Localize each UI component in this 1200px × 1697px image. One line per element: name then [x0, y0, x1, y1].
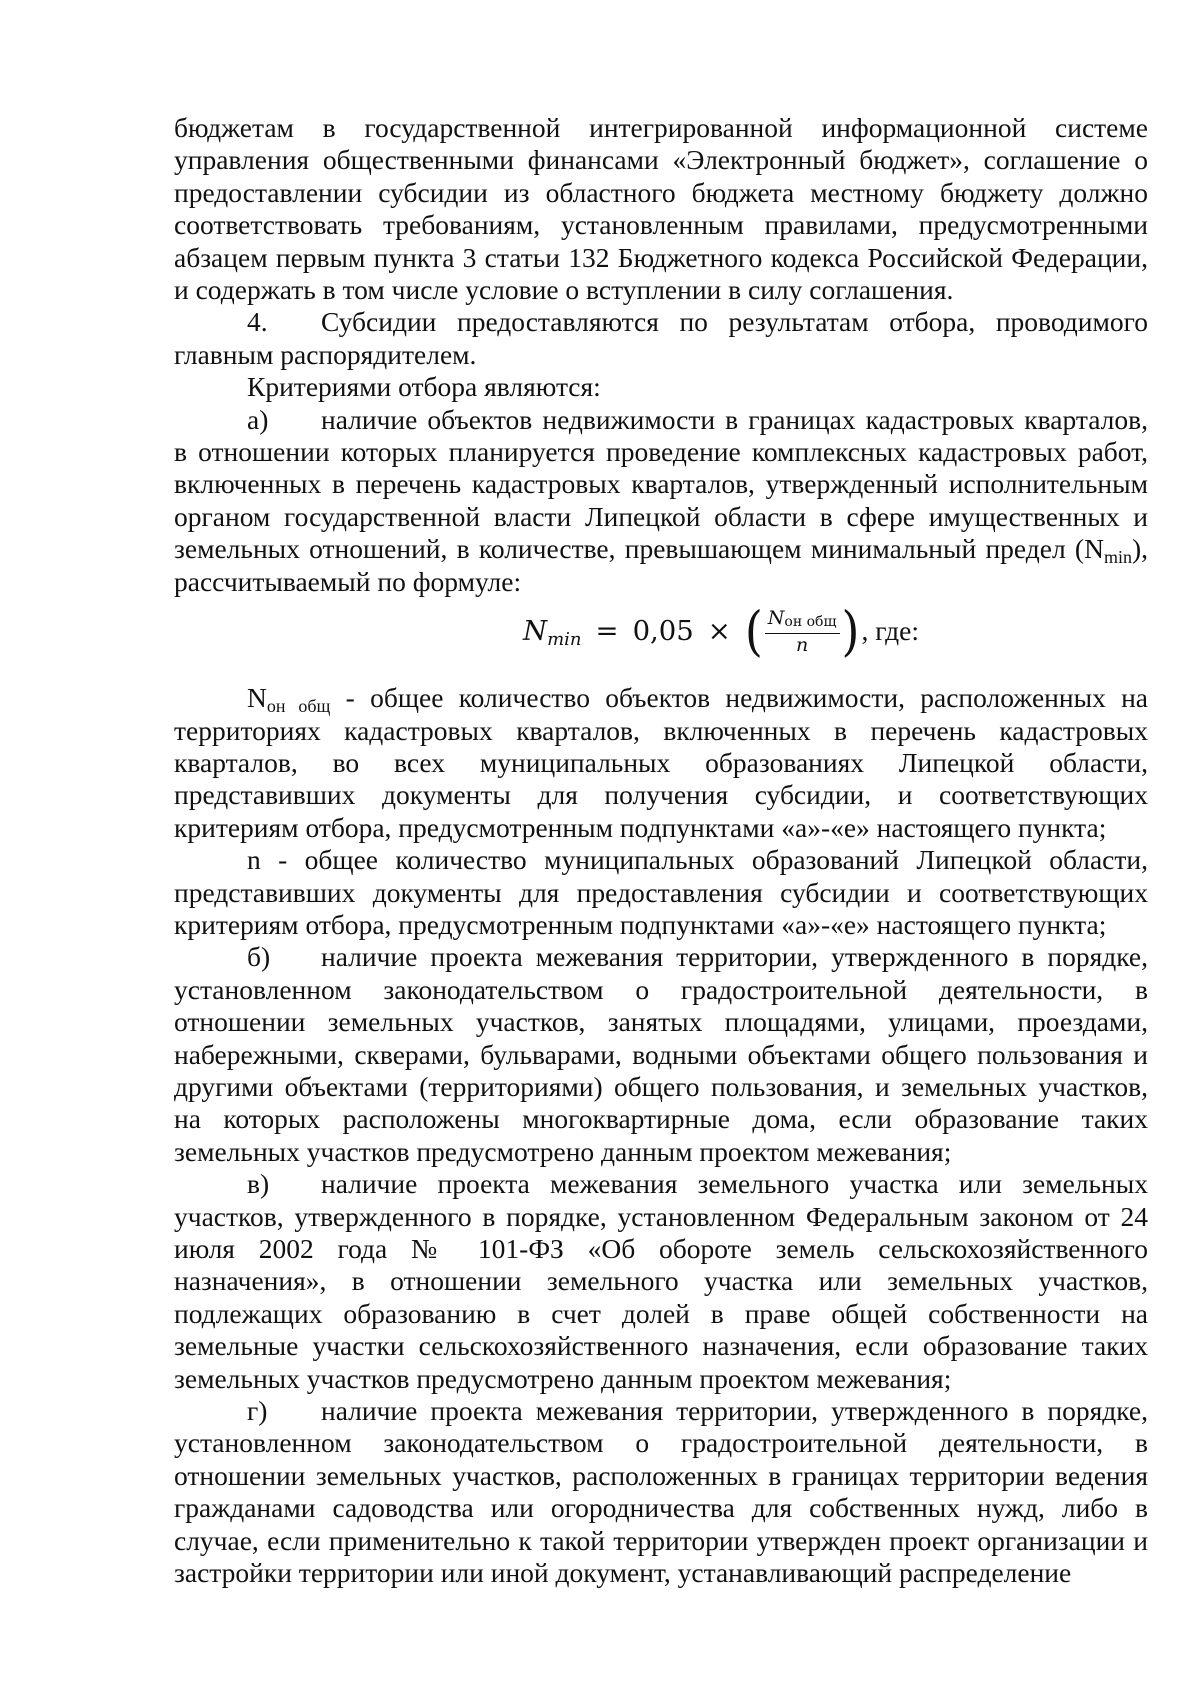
document-page	[174, 112, 1148, 1589]
fraction-numerator	[765, 607, 840, 634]
formula	[174, 598, 1148, 664]
item-label: г)	[247, 1395, 268, 1427]
definition-n	[174, 844, 1148, 941]
criterion-a	[174, 404, 1148, 598]
formula-coefficient: 0,05	[632, 614, 694, 647]
formula-symbol: N	[767, 606, 785, 629]
formula-times: ×	[707, 614, 731, 647]
formula-symbol: N	[523, 614, 548, 647]
paragraph-text: n - общее количество муниципальных образований Липецкой области, представивших документы для предоставления субсидии и соответствующих критериям отбора, предусмотренным подпунктами «а»-«е» настоящего пункта;	[174, 844, 1148, 940]
symbol: N	[247, 682, 267, 714]
paragraph-text: наличие проекта межевания земельного участка или земельных участков, утвержденного в порядке, установленном Федеральным законом от 24 июля 2002 года № 101-ФЗ «Об обороте земель сельскохозяйственного назначения», в отношении земельного участка или земельных участков, подлежащих образованию в счет долей в праве общей собственности на земельные участки сельскохозяйственного назначения, если образование таких земельных участков предусмотрено данным проектом межевания;	[174, 1168, 1148, 1394]
paragraph-text: Критериями отбора являются:	[247, 371, 601, 403]
formula-lhs	[523, 614, 582, 650]
paragraph-continuation	[174, 112, 1148, 306]
criterion-g	[174, 1395, 1148, 1589]
formula-subscript: min	[547, 628, 582, 650]
formula-fraction	[765, 607, 840, 656]
item-label: а)	[247, 403, 269, 435]
formula-tail: , где:	[861, 614, 919, 646]
formula-subscript: он общ	[784, 613, 837, 630]
item-label: б)	[247, 941, 271, 973]
paragraph-4	[174, 306, 1148, 371]
criterion-b	[174, 941, 1148, 1168]
subscript: он общ	[266, 696, 331, 717]
paragraph-text: - общее количество объектов недвижимости, расположенных на территориях кадастровых кварталов, включенных в перечень кадастровых кварталов, во всех муниципальных образованиях Липецкой области, представивших документы для получения субсидии, и соответствующих критериям отбора, предусмотренным подпунктами «а»-«е» настоящего пункта;	[174, 682, 1148, 843]
paragraph-text: наличие проекта межевания территории, утвержденного в порядке, установленном законодательством о градостроительной деятельности, в отношении земельных участков, занятых площадями, улицами, проездами, набережными, скверами, бульварами, водными объектами общего пользования и другими объектами (территориями) общего пользования, и земельных участков, на которых расположены многоквартирные дома, если образование таких земельных участков предусмотрено данным проектом межевания;	[174, 941, 1148, 1167]
paragraph-text: наличие проекта межевания территории, утвержденного в порядке, установленном законодательством о градостроительной деятельности, в отношении земельных участков, расположенных в границах территории ведения гражданами садоводства или огородничества для собственных нужд, либо в случае, если применительно к такой территории утвержден проект организации и застройки территории или иной документ, устанавливающий распределение	[174, 1395, 1148, 1589]
paragraph-text: наличие объектов недвижимости в границах кадастровых кварталов, в отношении которых планируется проведение комплексных кадастровых работ, включенных в перечень кадастровых кварталов, утвержденный исполнительным органом государственной власти Липецкой области в сфере имущественных и земельных отношений, в количестве, превышающем минимальный предел (N	[174, 403, 1148, 565]
paragraph-text: ), рассчитываемый по формуле:	[174, 533, 1148, 597]
criteria-intro	[174, 371, 1148, 403]
criterion-v	[174, 1168, 1148, 1395]
item-label: в)	[247, 1168, 270, 1200]
left-paren: (	[744, 600, 763, 663]
paragraph-text: бюджетам в государственной интегрированной информационной системе управления общественными финансами «Электронный бюджет», соглашение о предоставлении субсидии из областного бюджета местному бюджету должно соответствовать требованиям, установленным правилами, предусмотренными абзацем первым пункта 3 статьи 132 Бюджетного кодекса Российской Федерации, и содержать в том числе условие о вступлении в силу соглашения.	[174, 112, 1148, 306]
item-number: 4.	[247, 306, 268, 338]
fraction-denominator: n	[796, 633, 809, 656]
spacer	[174, 664, 1148, 682]
right-paren: )	[841, 600, 860, 663]
definition-n-total	[174, 682, 1148, 844]
paragraph-text: Субсидии предоставляются по результатам отбора, проводимого главным распорядителем.	[174, 306, 1148, 370]
formula-equals: =	[595, 614, 619, 647]
subscript: min	[1103, 547, 1132, 568]
